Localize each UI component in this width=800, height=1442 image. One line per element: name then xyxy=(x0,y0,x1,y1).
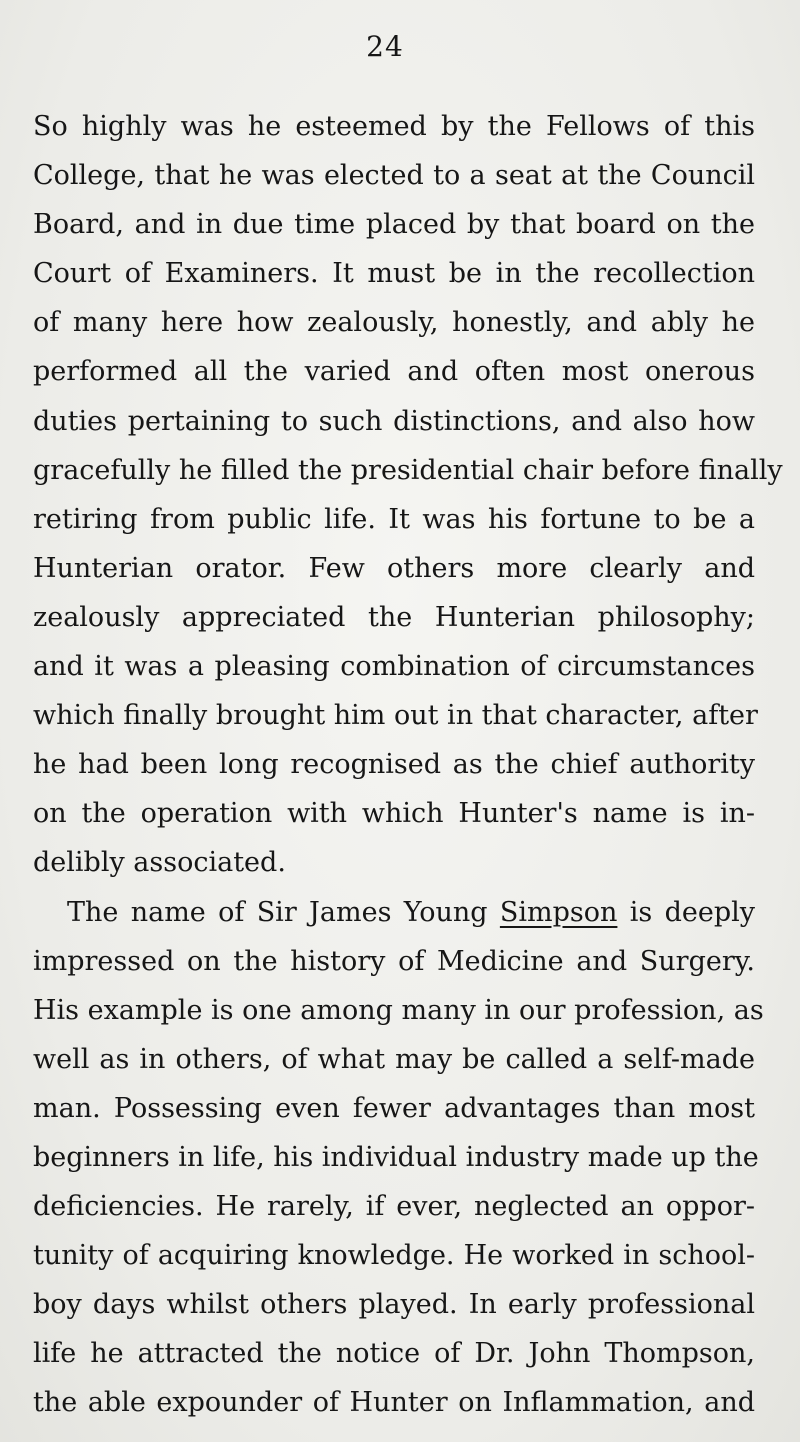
text-line: Board, and in due time placed by that board on the xyxy=(33,209,755,241)
text-line: impressed on the history of Medicine and Surgery. xyxy=(33,945,755,977)
text-line: Hunterian orator. Few others more clearly and xyxy=(33,552,755,584)
text-line: beginners in life, his individual industry made up the xyxy=(33,1141,759,1173)
text-line: life he attracted the notice of Dr. John Thompson, xyxy=(33,1338,755,1370)
text-line: duties pertaining to such distinctions, and also how xyxy=(33,405,755,437)
text-line: delibly associated. xyxy=(33,847,286,879)
text-line: zealously appreciated the Hunterian philosophy; xyxy=(33,601,755,633)
text-line: tunity of acquiring knowledge. He worked in school- xyxy=(33,1240,755,1272)
paragraph-2-first-line xyxy=(33,888,755,937)
text-line: man. Possessing even fewer advantages than most xyxy=(33,1092,755,1124)
text-line: retiring from public life. It was his fortune to be a xyxy=(33,503,755,535)
text-line: performed all the varied and often most onerous xyxy=(33,356,755,388)
text-line: well as in others, of what may be called a self-made xyxy=(33,1043,755,1075)
text-segment: The name of Sir James Young xyxy=(67,896,500,928)
text-line: the able expounder of Hunter on Inflammation, and xyxy=(33,1387,755,1419)
body-text xyxy=(33,102,783,1428)
text-segment: is deeply xyxy=(617,896,755,928)
text-line: boy days whilst others played. In early professional xyxy=(33,1289,755,1321)
text-line: deficiencies. He rarely, if ever, neglected an oppor- xyxy=(33,1191,755,1223)
text-line: which finally brought him out in that character, after xyxy=(33,700,758,732)
text-line: he had been long recognised as the chief authority xyxy=(33,749,755,781)
text-line: So highly was he esteemed by the Fellows of this xyxy=(33,111,755,142)
text-line: on the operation with which Hunter's name is in- xyxy=(33,798,755,830)
text-line: His example is one among many in our profession, as xyxy=(33,994,764,1026)
text-line: and it was a pleasing combination of circumstances xyxy=(33,651,755,683)
text-line: of many here how zealously, honestly, and ably he xyxy=(33,307,755,339)
underlined-name: Simpson xyxy=(499,896,618,928)
page-number: 24 xyxy=(366,30,404,63)
text-line: Court of Examiners. It must be in the recollection xyxy=(33,258,755,290)
text-line: gracefully he filled the presidential chair before finally xyxy=(33,454,783,486)
text-line: College, that he was elected to a seat at the Council xyxy=(33,160,755,192)
